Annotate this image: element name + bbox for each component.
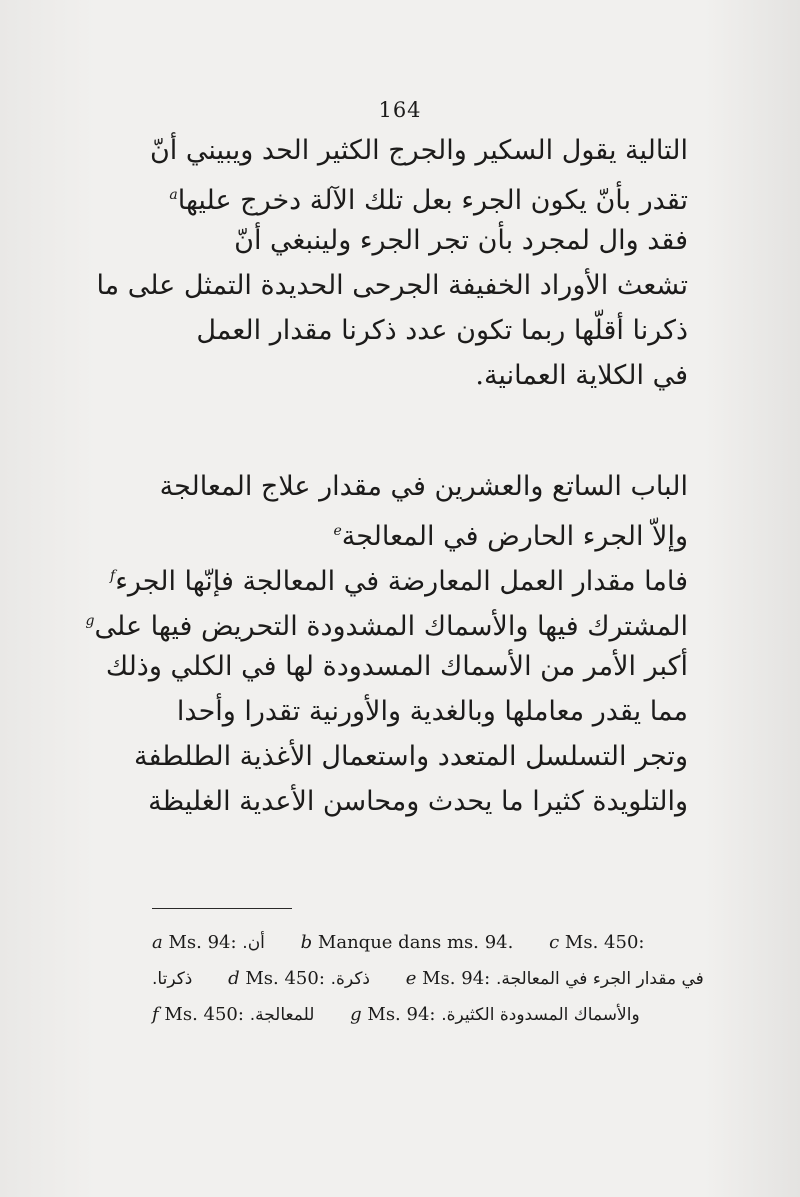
- text-line: [150, 128, 688, 173]
- footnotes: [152, 925, 704, 1033]
- text-line: [150, 218, 688, 263]
- text-line: [150, 173, 688, 218]
- line-text: وإلاّ الجرء الحارض في المعالجة: [341, 521, 688, 552]
- footnote-a: a Ms. 94: أن.: [152, 932, 265, 953]
- footnote-divider: [152, 908, 292, 909]
- text-line: [142, 779, 688, 824]
- line-text: والتلويدة كثيرا ما يحدث ومحاسن الأعدية الغليظة: [148, 786, 688, 817]
- footnote-marker: g: [85, 613, 95, 629]
- text-line: [142, 464, 688, 509]
- line-text: التالية يقول السكير والجرج الكثير الحد ويبيني أنّ: [149, 135, 688, 166]
- footnote-d: d Ms. 450: ذكرة.: [228, 968, 370, 989]
- text-line: [110, 554, 688, 599]
- footnote-row-2: [152, 961, 704, 997]
- footnote-row-3: [152, 997, 697, 1033]
- paragraph-2: [85, 464, 688, 824]
- text-line: [85, 599, 688, 644]
- footnote-b: b Manque dans ms. 94.: [300, 932, 514, 953]
- line-text: فقد وال لمجرد بأن تجر الجرء ولينبغي أنّ: [234, 225, 688, 256]
- footnote-c-reading: ذكرتا.: [152, 969, 193, 989]
- footnote-marker: f: [110, 568, 116, 584]
- text-line: [142, 689, 688, 734]
- footnote-row-1: [152, 925, 697, 961]
- line-text: تقدر بأنّ يكون الجرء بعل تلك الآلة دخرج عليها: [177, 185, 688, 216]
- line-text: المشترك فيها والأسماك المشدودة التحريض فيها على: [94, 611, 688, 642]
- text-line: [96, 263, 688, 308]
- footnote-marker: a: [169, 187, 178, 203]
- paragraph-1: [96, 128, 688, 398]
- line-text: مما يقدر معاملها وبالغدية والأورنية تقدرا وأحدا: [176, 696, 688, 727]
- footnote-c: c Ms. 450:: [549, 932, 645, 953]
- line-text: وتجر التسلسل المتعدد واستعمال الأغذية الطلطفة: [133, 741, 688, 772]
- footnote-marker: e: [333, 523, 342, 539]
- footnote-f: f Ms. 450: للمعالجة.: [152, 1004, 315, 1025]
- footnote-e: e Ms. 94: في مقدار الجرء في المعالجة.: [405, 968, 704, 989]
- text-line: [105, 644, 688, 689]
- line-text: في الكلاية العمانية.: [475, 360, 688, 391]
- line-text: الباب الساتع والعشرين في مقدار علاج المعالجة: [159, 471, 688, 502]
- text-line: [150, 353, 688, 398]
- line-text: أكبر الأمر من الأسماك المسدودة لها في الكلي وذلك: [105, 651, 688, 682]
- page-number: 164: [378, 98, 422, 122]
- text-line: [133, 734, 688, 779]
- line-text: تشعث الأوراد الخفيفة الجرحى الحديدة التمثل على ما: [96, 270, 688, 301]
- text-line: [142, 509, 688, 554]
- footnote-g: g Ms. 94: والأسماك المسدودة الكثيرة.: [350, 1004, 640, 1025]
- text-line: [150, 308, 688, 353]
- line-text: ذكرنا أقلّها ربما تكون عدد ذكرنا مقدار العمل: [196, 315, 688, 346]
- line-text: فاما مقدار العمل المعارضة في المعالجة فإنّها الجرء: [115, 566, 688, 597]
